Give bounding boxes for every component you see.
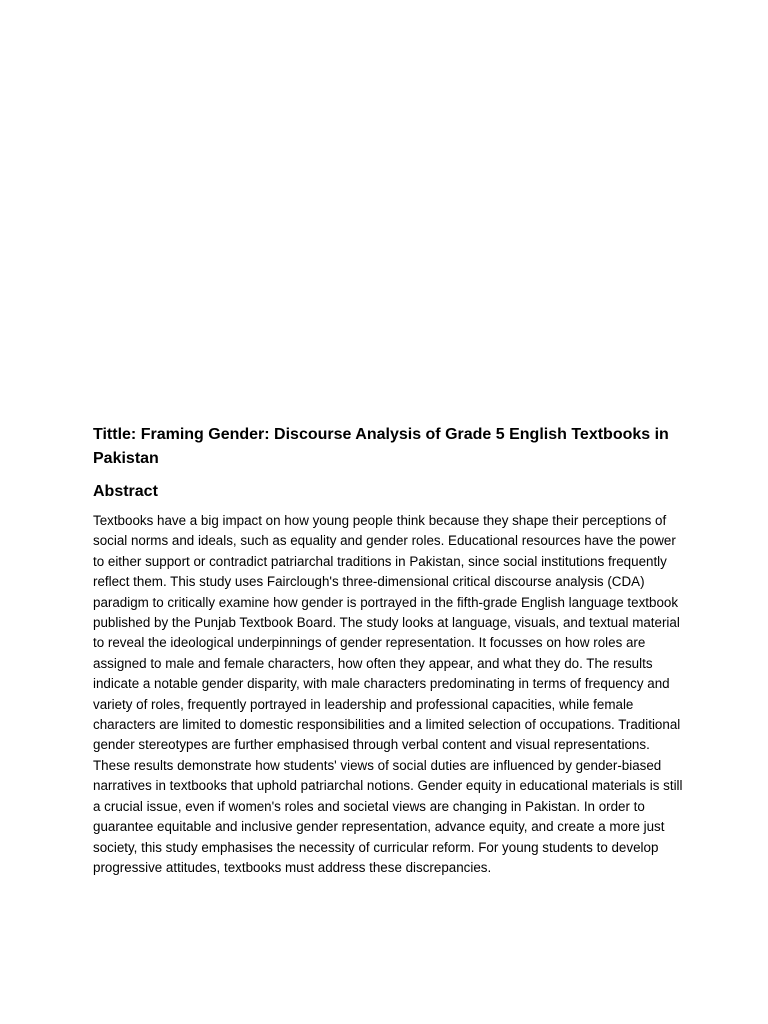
document-title: Tittle: Framing Gender: Discourse Analysis of Grade 5 English Textbooks in Pakistan [93, 426, 669, 467]
abstract-paragraph: Textbooks have a big impact on how young people think because they shape their perceptions of social norms and ideals, such as equality and gender roles. Educational resources have the power to either support or contradict patriarchal traditions in Pakistan, since social institutions frequently reflect them. This study uses Fairclough's three-dimensional critical discourse analysis (CDA) paradigm to critically examine how gender is portrayed in the fifth-grade English language textbook published by the Punjab Textbook Board. The study looks at language, visuals, and textual material to reveal the ideological underpinnings of gender representation. It focusses on how roles are assigned to male and female characters, how often they appear, and what they do. The results indicate a notable gender disparity, with male characters predominating in terms of frequency and variety of roles, frequently portrayed in leadership and professional capacities, while female characters are limited to domestic responsibilities and a limited selection of occupations. Traditional gender stereotypes are further emphasised through verbal content and visual representations. These results demonstrate how students' views of social duties are influenced by gender-biased narratives in textbooks that uphold patriarchal notions. Gender equity in educational materials is still a crucial issue, even if women's roles and societal views are changing in Pakistan. In order to guarantee equitable and inclusive gender representation, advance equity, and create a more just society, this study emphasises the necessity of curricular reform. For young students to develop progressive attitudes, textbooks must address these discrepancies. [93, 513, 683, 875]
abstract-heading: Abstract [93, 483, 158, 500]
document-content [93, 423, 683, 878]
